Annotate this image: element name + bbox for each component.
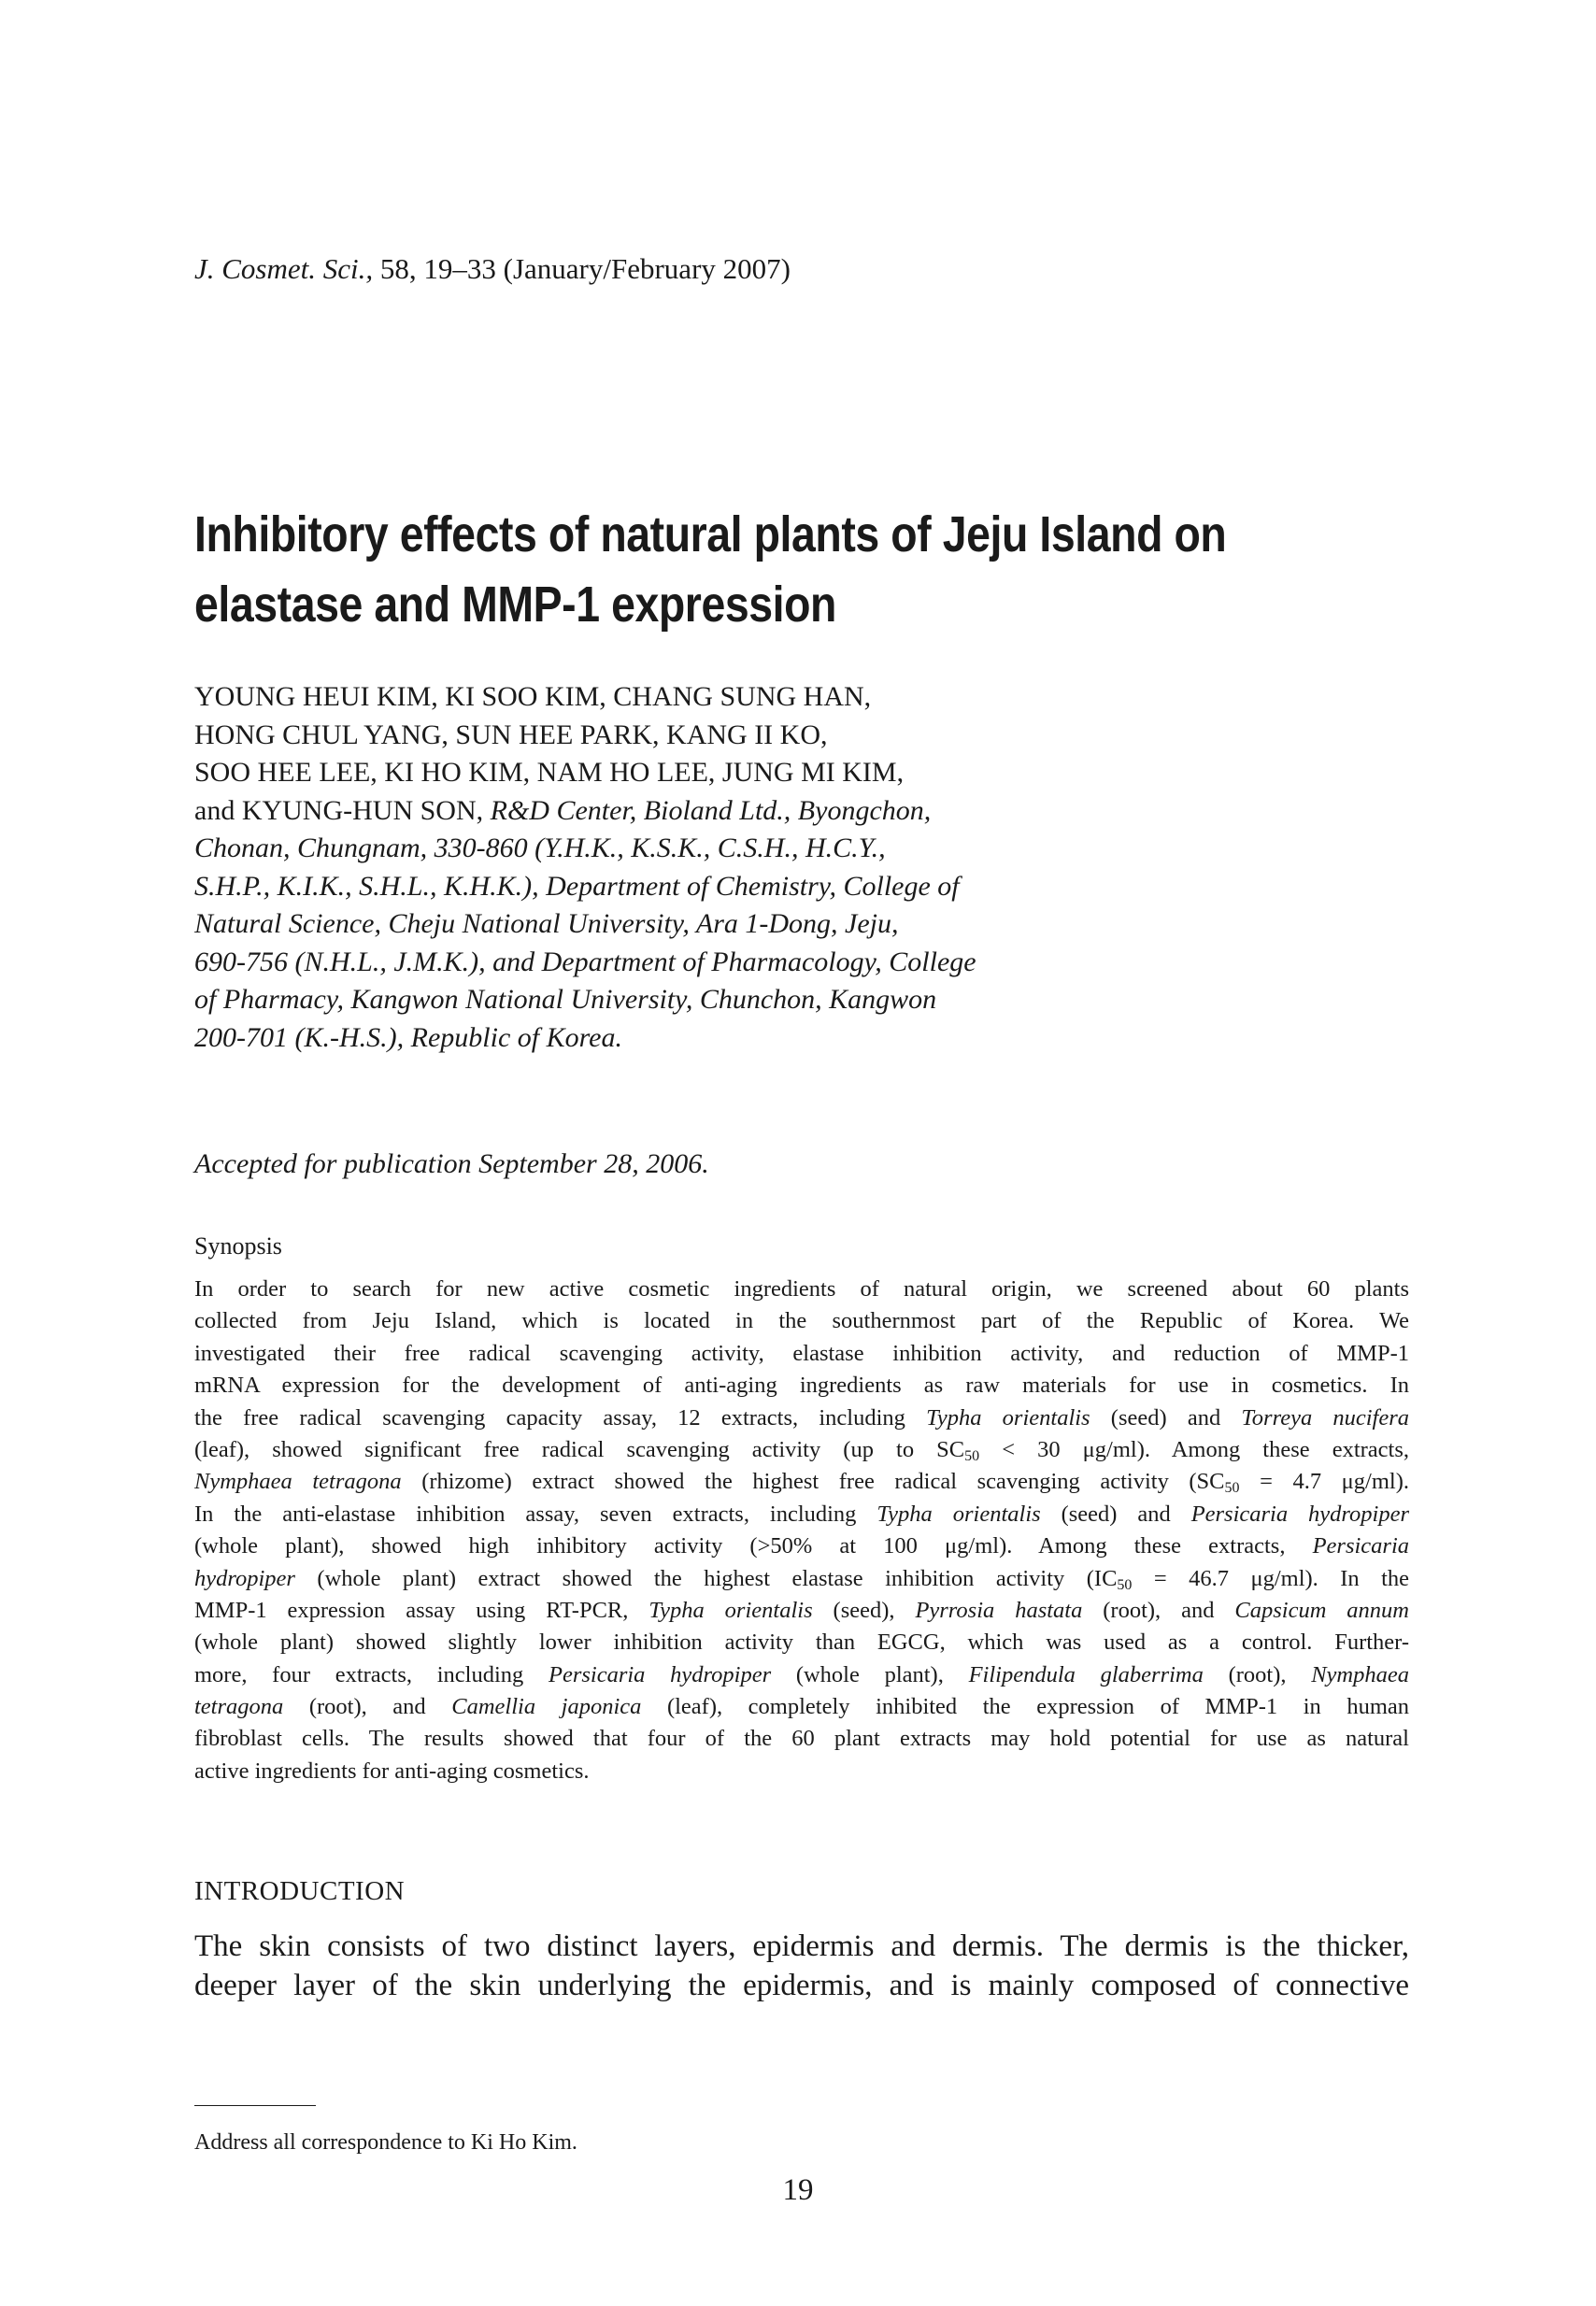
synopsis-line [194,1499,1409,1530]
journal-volume-pages: 58, 19–33 (January/February 2007) [379,252,791,285]
species-name: tetragona [194,1694,284,1720]
synopsis-text: (leaf), showed significant free radical scavenging activity (up to SC [194,1436,965,1462]
synopsis-text: In the anti-elastase inhibition assay, seven extracts, including [194,1501,857,1527]
affiliation-line [194,868,1409,906]
species-name: Nymphaea tetragona [194,1469,402,1495]
synopsis-text: (leaf), completely inhibited the expression of MMP-1 in human [666,1694,1409,1720]
species-name: Typha orientalis [926,1404,1090,1431]
synopsis-text: (root), [1228,1661,1287,1687]
synopsis-heading: Synopsis [194,1232,282,1260]
subscript: 50 [1117,1576,1133,1593]
page-number: 19 [782,2173,814,2207]
introduction-body [194,1927,1409,2005]
affiliation-line [194,905,1409,944]
author-line: SOO HEE LEE, KI HO KIM, NAM HO LEE, JUNG MI KIM, [194,757,905,788]
affiliation-text: 200-701 (K.-H.S.), Republic of Korea. [194,1021,622,1053]
author-line [194,792,1409,831]
synopsis-text: MMP-1 expression assay using RT-PCR, [194,1597,629,1623]
author-affiliations [194,678,1409,1057]
synopsis-line [194,1691,1409,1723]
intro-line: deeper layer of the skin underlying the epidermis, and is mainly composed of connective [194,1969,1409,2002]
synopsis-text: (seed) and [1110,1404,1221,1431]
synopsis-line [194,1595,1409,1627]
species-name: Persicaria [1312,1533,1410,1559]
affiliation-text: Chonan, Chungnam, 330-860 (Y.H.K., K.S.K., C.S.H., H.C.Y., [194,833,886,863]
synopsis-line [194,1659,1409,1691]
accepted-date: Accepted for publication September 28, 2006. [194,1148,709,1179]
article-title [194,500,1271,640]
subscript: 50 [964,1447,980,1464]
synopsis-line: (whole plant) showed slightly lower inhibition activity than EGCG, which was used as a control. Further- [194,1630,1409,1656]
affiliation-text: S.H.P., K.I.K., S.H.L., K.H.K.), Department of Chemistry, College of [194,870,960,902]
species-name: Filipendula glaberrima [968,1661,1204,1687]
species-name: Persicaria hydropiper [549,1661,772,1687]
synopsis-line: In order to search for new active cosmetic ingredients of natural origin, we screened about 60 plants [194,1276,1409,1302]
subscript: 50 [1224,1480,1240,1497]
species-name: Persicaria hydropiper [1190,1501,1410,1527]
synopsis-text: (seed), [833,1597,895,1623]
affiliation-text: 690-756 (N.H.L., J.M.K.), and Department of Pharmacology, College [194,946,976,977]
synopsis-text: (root), and [308,1694,426,1720]
synopsis-line: active ingredients for anti-aging cosmetics. [194,1758,590,1784]
synopsis-line [194,1434,1409,1466]
synopsis-line [194,1466,1409,1498]
affiliation-text: R&D Center, Bioland Ltd., Byongchon, [490,794,932,826]
synopsis-line: fibroblast cells. The results showed that four of the 60 plant extracts may hold potential for use as natural [194,1726,1409,1752]
affiliation-line [194,944,1409,982]
synopsis-body [194,1274,1409,1787]
synopsis-text: (whole plant) extract showed the highest elastase inhibition activity (IC [317,1565,1118,1591]
journal-header [194,250,791,288]
synopsis-text: (whole plant), [795,1661,944,1687]
species-name: Typha orientalis [648,1597,813,1623]
affiliation-line [194,830,1409,868]
synopsis-line: collected from Jeju Island, which is located in the southernmost part of the Republic of Korea. We [194,1308,1409,1334]
synopsis-line: mRNA expression for the development of anti-aging ingredients as raw materials for use in cosmetics. In [194,1373,1409,1399]
species-name: Torreya nucifera [1241,1404,1410,1431]
synopsis-text: (seed) and [1061,1501,1171,1527]
author-line: HONG CHUL YANG, SUN HEE PARK, KANG II KO, [194,719,828,750]
synopsis-line [194,1563,1409,1595]
affiliation-line [194,981,1409,1019]
synopsis-line [194,1402,1409,1434]
introduction-heading: INTRODUCTION [194,1876,406,1906]
intro-line: The skin consists of two distinct layers, epidermis and dermis. The dermis is the thicker, [194,1929,1409,1963]
journal-abbrev: J. Cosmet. Sci., [194,252,374,285]
synopsis-text: the free radical scavenging capacity assay, 12 extracts, including [194,1404,905,1431]
species-name: Typha orientalis [876,1501,1041,1527]
synopsis-text: more, four extracts, including [194,1661,524,1687]
affiliation-line [194,1019,1409,1058]
species-name: Pyrrosia hastata [915,1597,1083,1623]
affiliation-text: Natural Science, Cheju National University, Ara 1-Dong, Jeju, [194,908,899,939]
synopsis-text: (root), and [1103,1597,1215,1623]
footnote-divider [194,2105,316,2106]
synopsis-line: investigated their free radical scavenging activity, elastase inhibition activity, and reduction of MMP-1 [194,1340,1409,1366]
species-name: Camellia japonica [451,1694,642,1720]
synopsis-line [194,1530,1409,1562]
affiliation-text: of Pharmacy, Kangwon National University, Chunchon, Kangwon [194,984,937,1015]
title-line: elastase and MMP-1 expression [194,576,836,633]
author-line: YOUNG HEUI KIM, KI SOO KIM, CHANG SUNG HAN, [194,681,872,712]
species-name: hydropiper [194,1565,295,1591]
author-names: and KYUNG-HUN SON, [194,794,484,826]
synopsis-text: (rhizome) extract showed the highest free radical scavenging activity (SC [421,1469,1225,1495]
synopsis-text: = 46.7 μg/ml). In the [1153,1565,1410,1591]
footnote: Address all correspondence to Ki Ho Kim. [194,2130,577,2155]
synopsis-text: (whole plant), showed high inhibitory activity (>50% at 100 μg/ml). Among these extracts, [194,1533,1286,1559]
synopsis-text: < 30 μg/ml). Among these extracts, [1002,1436,1410,1462]
species-name: Nymphaea [1311,1661,1410,1687]
synopsis-text: = 4.7 μg/ml). [1260,1469,1409,1495]
title-line: Inhibitory effects of natural plants of Jeju Island on [194,506,1227,562]
species-name: Capsicum annum [1234,1597,1410,1623]
